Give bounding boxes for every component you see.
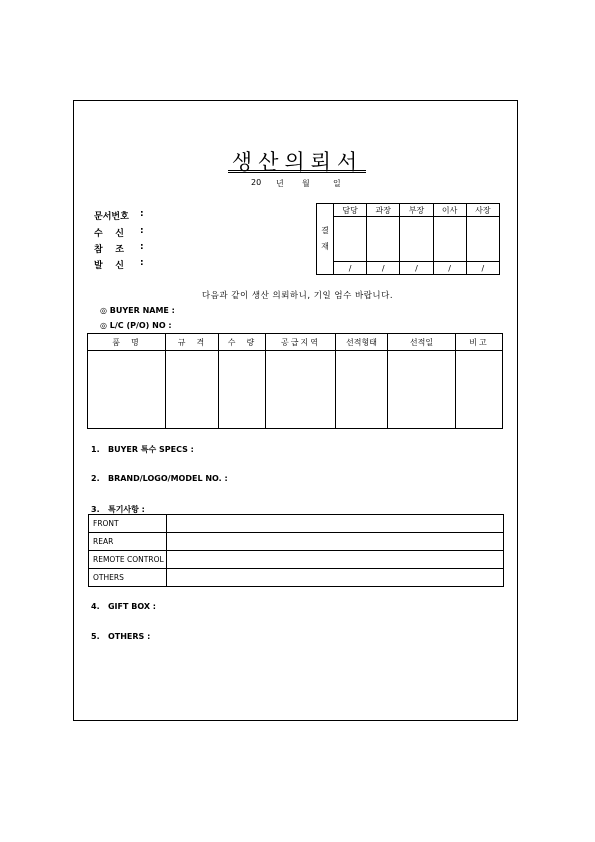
field-doc-number-label: 문서번호 bbox=[94, 212, 129, 222]
item-cell[interactable] bbox=[336, 351, 388, 429]
note-value-others[interactable] bbox=[167, 569, 504, 587]
special-notes-table bbox=[88, 514, 504, 587]
note-value-remote-control[interactable] bbox=[167, 551, 504, 569]
col-header-supply-region: 공급지역 bbox=[266, 334, 336, 351]
field-sender-sep: : bbox=[140, 258, 144, 268]
date-month-unit: 월 bbox=[302, 179, 310, 188]
approval-role: 담당 bbox=[334, 204, 367, 217]
approval-date-cell[interactable]: / bbox=[466, 262, 499, 275]
field-reference-sep: : bbox=[140, 242, 144, 252]
note-label-front: FRONT bbox=[89, 515, 167, 533]
approval-side-label: 결 재 bbox=[317, 204, 334, 275]
field-doc-number-sep: : bbox=[140, 209, 144, 219]
approval-signature-cell[interactable] bbox=[466, 217, 499, 262]
section-others: 5. OTHERS : bbox=[91, 632, 151, 641]
col-header-shipment-type: 선적형태 bbox=[336, 334, 388, 351]
request-text: 다음과 같이 생산 의뢰하니, 기일 엄수 바랍니다. bbox=[201, 291, 394, 301]
document-title: 생산의뢰서 bbox=[231, 150, 364, 174]
col-header-remarks: 비고 bbox=[456, 334, 503, 351]
item-cell[interactable] bbox=[166, 351, 219, 429]
field-sender-label: 발 신 bbox=[94, 261, 124, 271]
date-year-prefix: 20 bbox=[251, 178, 262, 187]
field-recipient-sep: : bbox=[140, 226, 144, 236]
section-brand-logo-model: 2. BRAND/LOGO/MODEL NO. : bbox=[91, 474, 228, 483]
title-underline-double bbox=[228, 172, 366, 173]
date-day-unit: 일 bbox=[333, 179, 341, 188]
approval-role: 사장 bbox=[466, 204, 499, 217]
item-cell[interactable] bbox=[266, 351, 336, 429]
approval-signature-cell[interactable] bbox=[433, 217, 466, 262]
approval-signature-cell[interactable] bbox=[367, 217, 400, 262]
lc-number-label: ◎ L/C (P/O) NO : bbox=[100, 321, 172, 330]
col-header-qty: 수 량 bbox=[219, 334, 266, 351]
item-cell[interactable] bbox=[219, 351, 266, 429]
date-year-unit: 년 bbox=[276, 179, 284, 188]
approval-role: 부장 bbox=[400, 204, 433, 217]
col-header-spec: 규 격 bbox=[166, 334, 219, 351]
field-reference-label: 참 조 bbox=[94, 245, 124, 255]
item-cell[interactable] bbox=[88, 351, 166, 429]
approval-date-cell[interactable]: / bbox=[367, 262, 400, 275]
approval-signature-cell[interactable] bbox=[400, 217, 433, 262]
approval-date-cell[interactable]: / bbox=[334, 262, 367, 275]
note-label-rear: REAR bbox=[89, 533, 167, 551]
section-special-notes: 3. 특기사항 : bbox=[91, 505, 145, 514]
approval-signature-cell[interactable] bbox=[334, 217, 367, 262]
section-buyer-specs: 1. BUYER 특수 SPECS : bbox=[91, 445, 194, 454]
approval-role: 이사 bbox=[433, 204, 466, 217]
col-header-ship-date: 선적일 bbox=[388, 334, 456, 351]
title-underline bbox=[228, 170, 366, 171]
section-gift-box: 4. GIFT BOX : bbox=[91, 602, 156, 611]
note-value-front[interactable] bbox=[167, 515, 504, 533]
note-label-remote-control: REMOTE CONTROL bbox=[89, 551, 167, 569]
item-cell[interactable] bbox=[456, 351, 503, 429]
note-value-rear[interactable] bbox=[167, 533, 504, 551]
approval-date-cell[interactable]: / bbox=[400, 262, 433, 275]
approval-role: 과장 bbox=[367, 204, 400, 217]
field-recipient-label: 수 신 bbox=[94, 229, 124, 239]
items-table bbox=[87, 333, 503, 429]
item-cell[interactable] bbox=[388, 351, 456, 429]
col-header-item: 품 명 bbox=[88, 334, 166, 351]
approval-table bbox=[316, 203, 500, 275]
approval-date-cell[interactable]: / bbox=[433, 262, 466, 275]
note-label-others: OTHERS bbox=[89, 569, 167, 587]
buyer-name-label: ◎ BUYER NAME : bbox=[100, 306, 175, 315]
